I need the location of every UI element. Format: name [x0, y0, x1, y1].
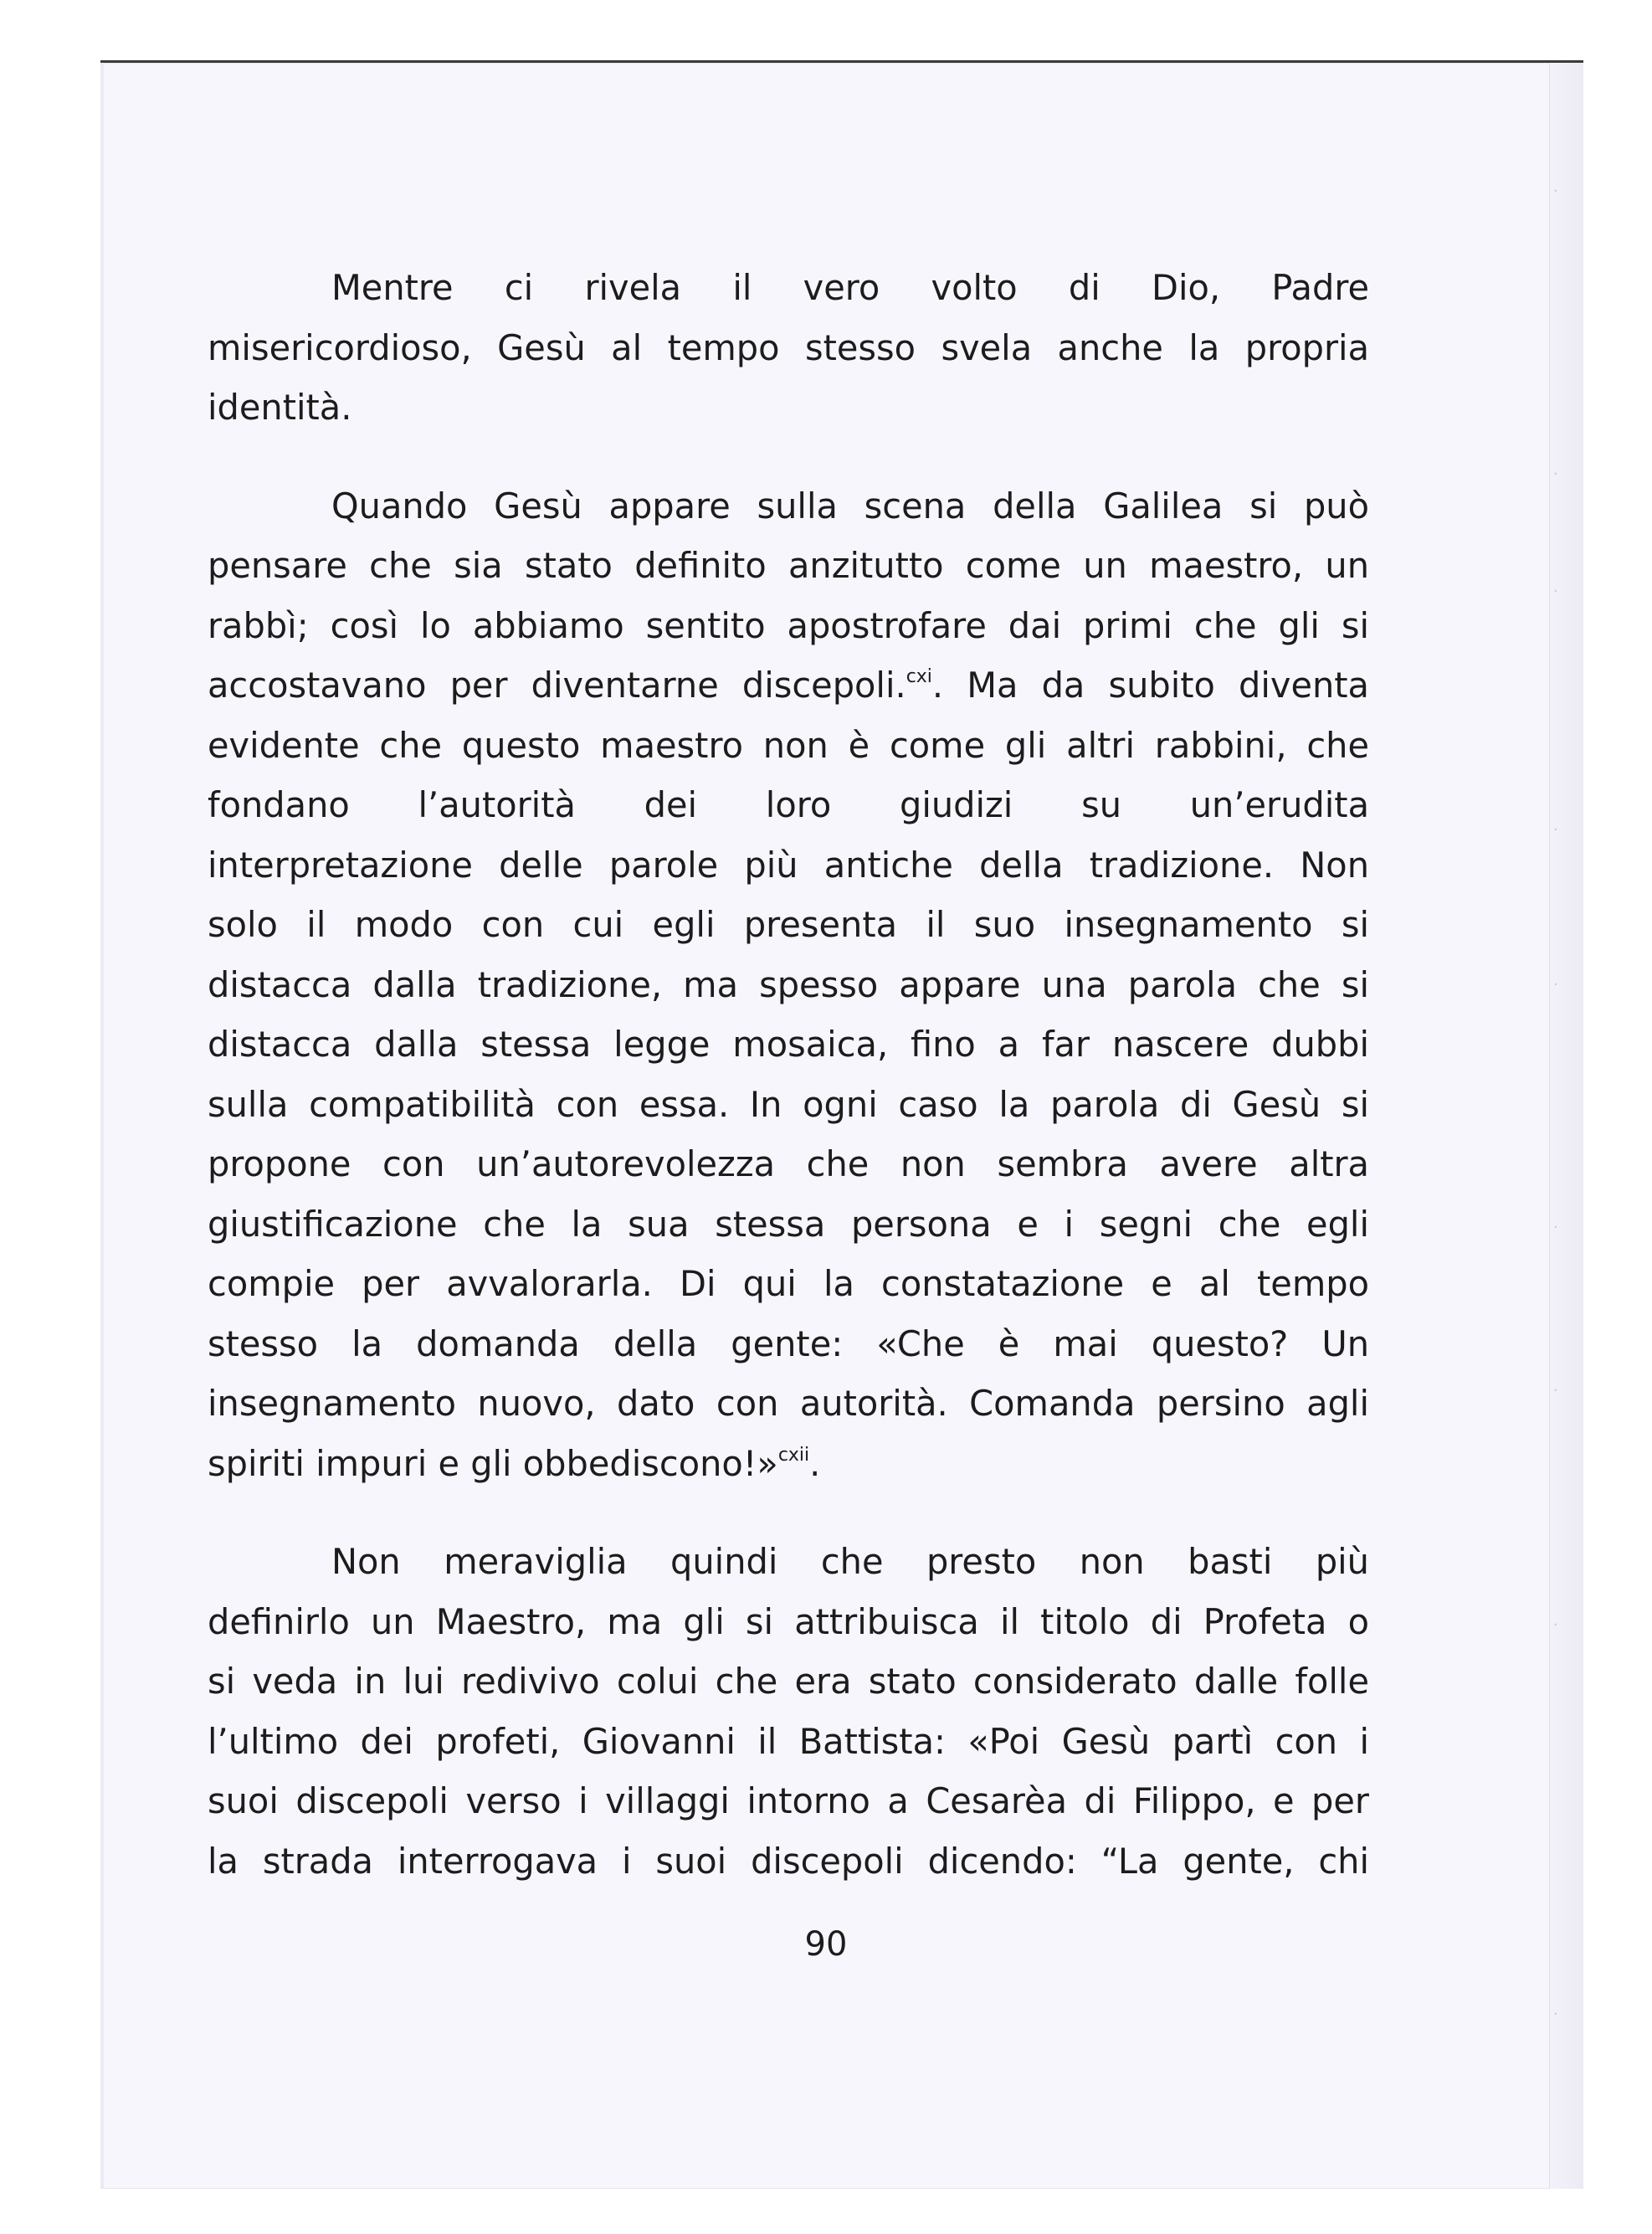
binding-staple-mark: · [1553, 1219, 1558, 1236]
text-line: solo il modo con cui egli presenta il suo insegnamento si [208, 904, 1369, 945]
text-fragment: . Ma da subito diventa [931, 665, 1369, 706]
paragraph-2 [208, 476, 1369, 1494]
text-line: stesso la domanda della gente: «Che è mai questo? Un [208, 1322, 1369, 1364]
text-line: distacca dalla tradizione, ma spesso appare una parola che si [208, 963, 1369, 1005]
text-line: giustificazione che la sua stessa persona e i segni che egli [208, 1203, 1369, 1245]
binding-staple-mark: · [1553, 182, 1558, 200]
text-line: sulla compatibilità con essa. In ogni caso la parola di Gesù si [208, 1083, 1369, 1125]
text-fragment: accostavano per diventarne discepoli. [208, 665, 906, 706]
page-binding-edge [1549, 63, 1583, 2189]
text-line: interpretazione delle parole più antiche della tradizione. Non [208, 844, 1369, 886]
text-line: identità. [208, 387, 352, 428]
text-fragment: spiriti impuri e gli obbediscono!» [208, 1442, 778, 1484]
binding-staple-mark: · [1553, 1382, 1558, 1399]
text-line: propone con un’autorevolezza che non sembra avere altra [208, 1143, 1369, 1184]
text-line: Mentre ci rivela il vero volto di Dio, Padre [331, 267, 1369, 308]
binding-staple-mark: · [1553, 465, 1558, 483]
text-line: distacca dalla stessa legge mosaica, fino a far nascere dubbi [208, 1024, 1369, 1065]
binding-staple-mark: · [1553, 976, 1558, 994]
binding-staple-mark: · [1553, 821, 1558, 839]
text-line: si veda in lui redivivo colui che era stato considerato dalle folle [208, 1661, 1369, 1702]
endnote-marker[interactable]: cxi [906, 666, 932, 687]
text-line: misericordioso, Gesù al tempo stesso svela anche la propria [208, 326, 1369, 368]
page-left-edge [100, 63, 104, 2189]
paragraph-1 [208, 258, 1369, 438]
text-line-with-endnote [208, 1434, 1369, 1494]
endnote-marker[interactable]: cxii [777, 1444, 810, 1466]
text-line: definirlo un Maestro, ma gli si attribuisca il titolo di Profeta o [208, 1600, 1369, 1642]
text-line: insegnamento nuovo, dato con autorità. Comanda persino agli [208, 1383, 1369, 1424]
body-text [208, 258, 1369, 1891]
text-line: Non meraviglia quindi che presto non basti più [331, 1541, 1369, 1582]
binding-staple-mark: · [1553, 1616, 1558, 1634]
text-line-with-endnote [208, 655, 1369, 716]
binding-staple-mark: · [1553, 583, 1558, 600]
binding-staple-mark: · [1553, 2005, 1558, 2023]
page-number: 90 [804, 1925, 848, 1964]
text-line: evidente che questo maestro non è come gli altri rabbini, che [208, 724, 1369, 766]
text-fragment: . [809, 1442, 821, 1484]
text-line: rabbì; così lo abbiamo sentito apostrofare dai primi che gli si [208, 604, 1369, 646]
text-line: compie per avvalorarla. Di qui la constatazione e al tempo [208, 1263, 1369, 1304]
paragraph-3 [208, 1532, 1369, 1891]
text-line: l’ultimo dei profeti, Giovanni il Battista: «Poi Gesù partì con i [208, 1720, 1369, 1762]
text-line: pensare che sia stato definito anzitutto come un maestro, un [208, 545, 1369, 586]
text-line: suoi discepoli verso i villaggi intorno a Cesarèa di Filippo, e per [208, 1780, 1369, 1821]
text-line: Quando Gesù appare sulla scena della Galilea si può [331, 485, 1369, 526]
text-line: la strada interrogava i suoi discepoli dicendo: “La gente, chi [208, 1840, 1369, 1882]
text-line: fondano l’autorità dei loro giudizi su un’erudita [208, 784, 1369, 825]
